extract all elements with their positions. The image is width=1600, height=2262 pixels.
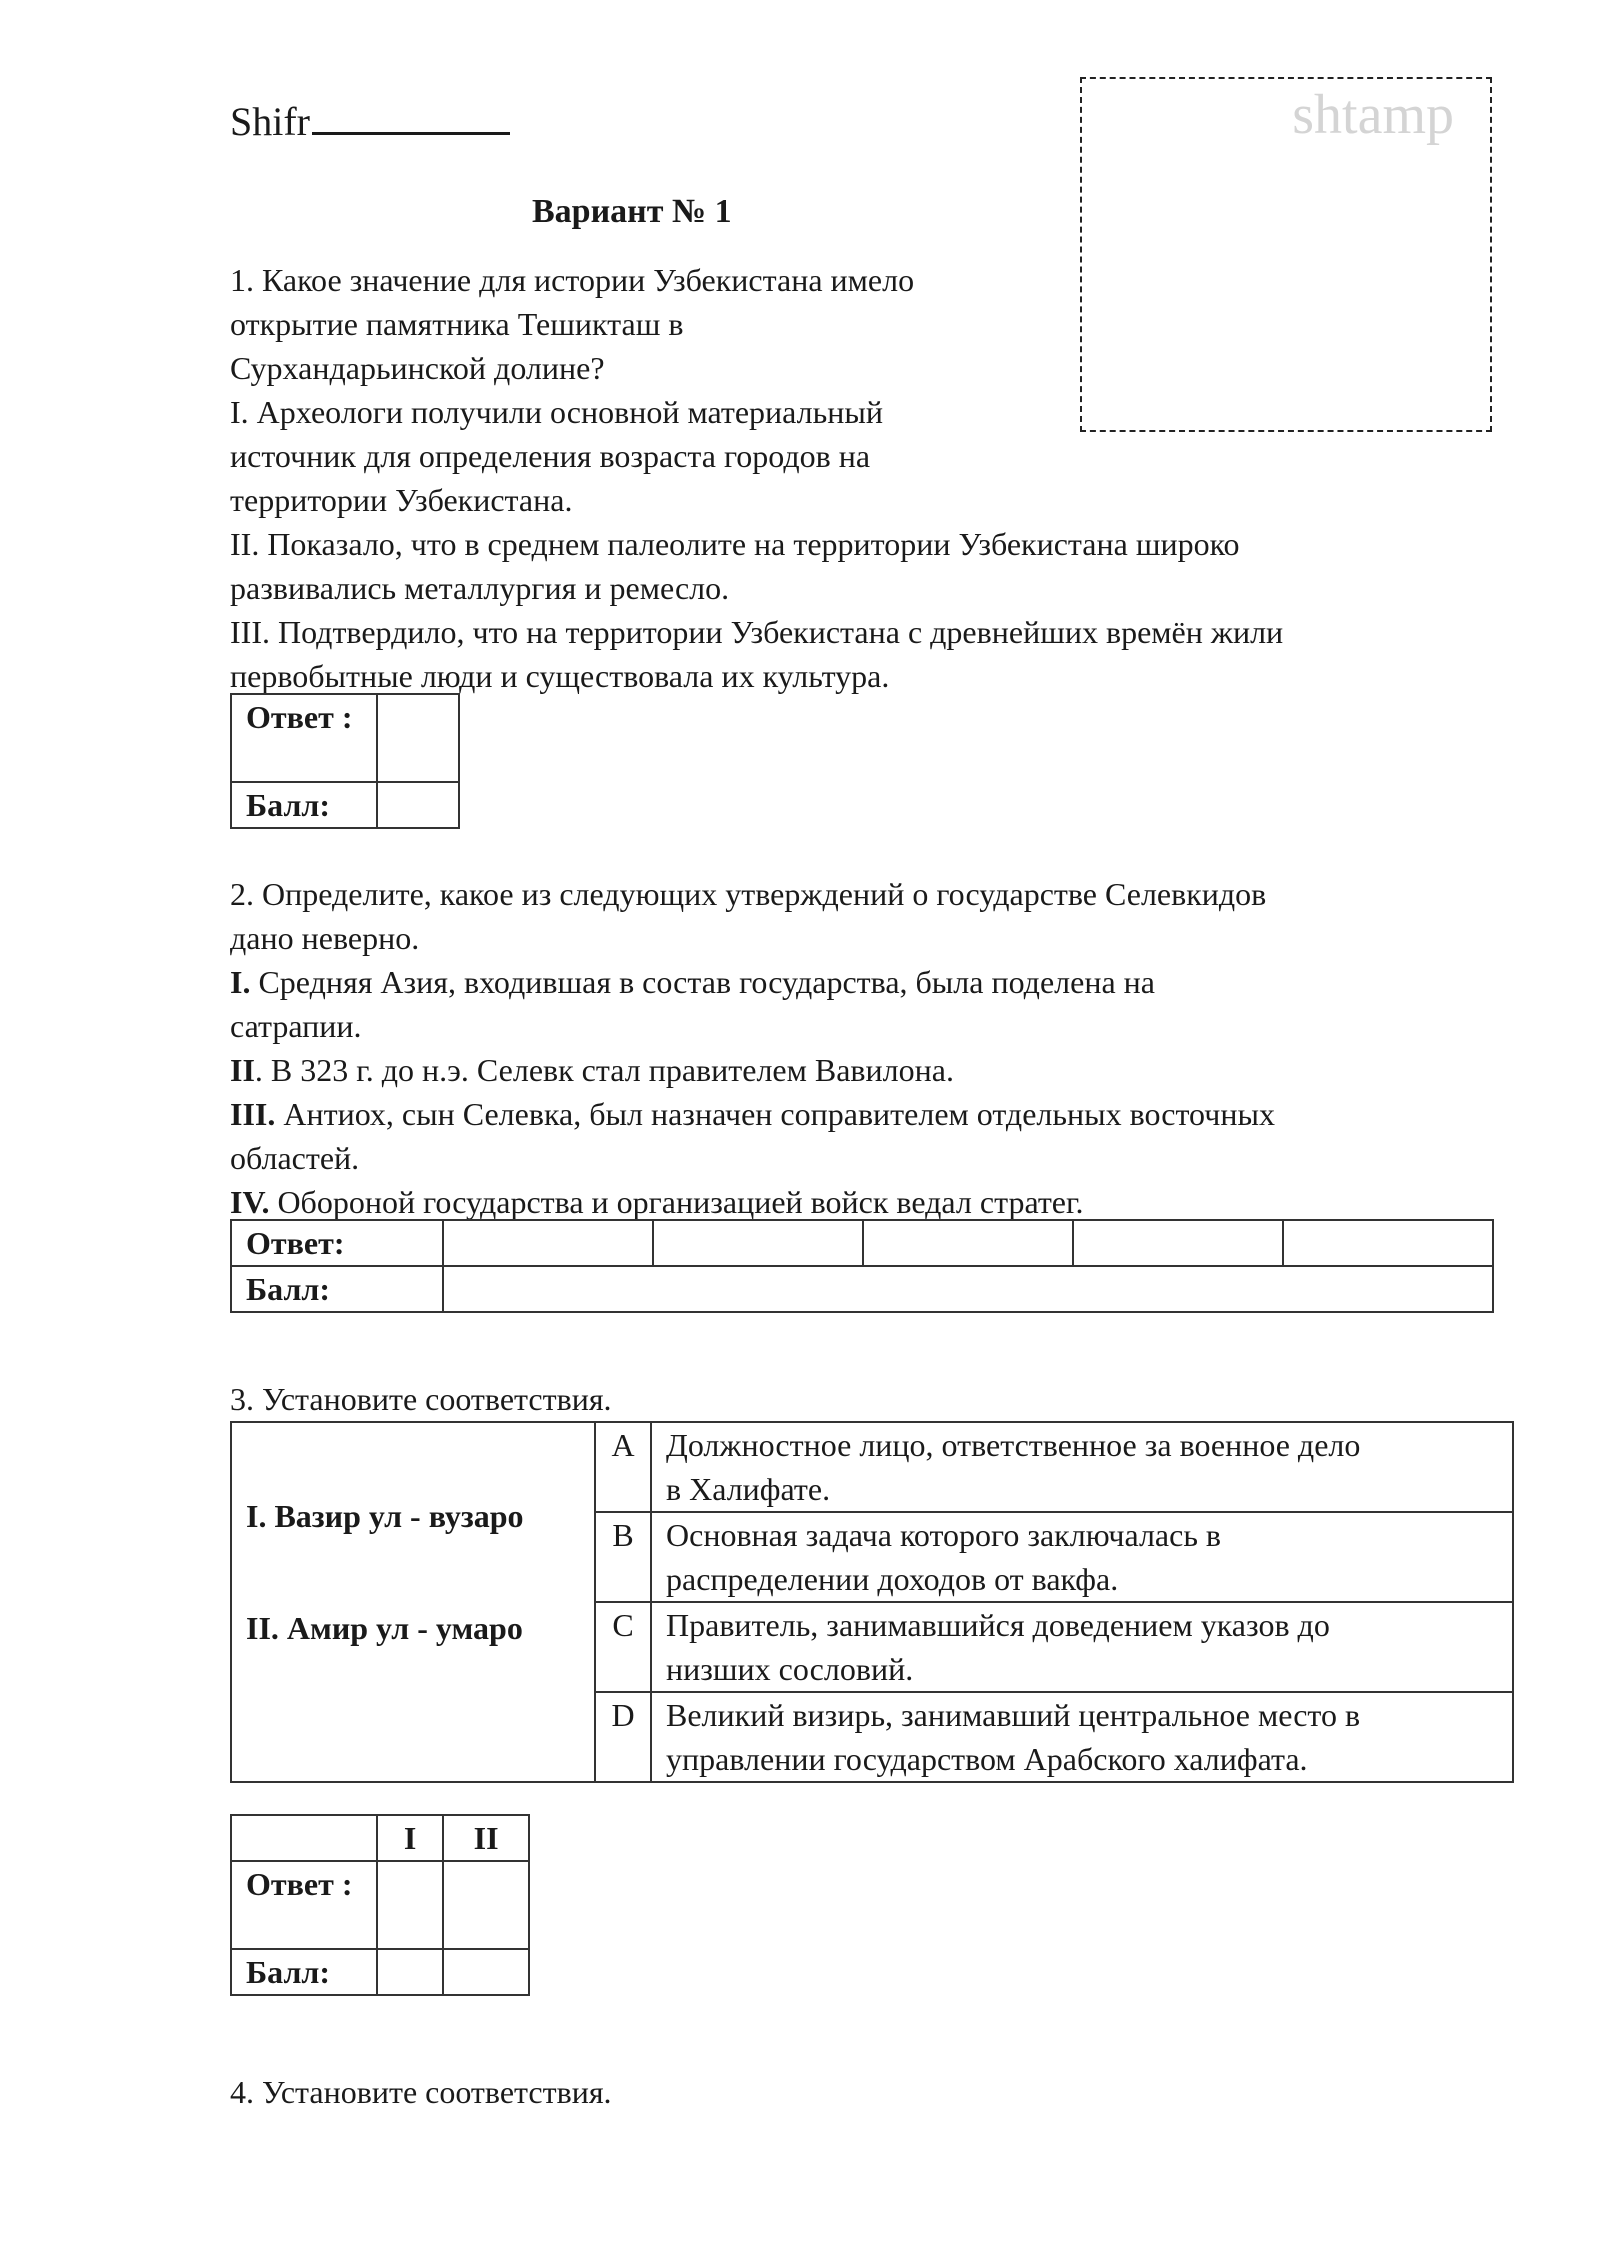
q1-option-3-cont: первобытные люди и существовала их культура. xyxy=(230,658,890,694)
q2-answer-label: Ответ: xyxy=(231,1220,443,1266)
q2-score-cell[interactable] xyxy=(443,1266,1493,1312)
q3-left-item-1: I. Вазир ул - вузаро xyxy=(246,1498,524,1534)
q3-desc-a: Должностное лицо, ответственное за военное дело в Халифате. xyxy=(651,1422,1513,1512)
q3-answer-label: Ответ : xyxy=(231,1861,377,1949)
q3-desc-b: Основная задача которого заключалась в распределении доходов от вакфа. xyxy=(651,1512,1513,1602)
q3-letter-a: A xyxy=(595,1422,651,1512)
shifr-label: Shifr xyxy=(230,99,310,144)
q1-option-2-cont: развивались металлургия и ремесло. xyxy=(230,570,730,606)
q1-option-1: I. Археологи получили основной материальный xyxy=(230,394,883,430)
q3-letter-d: D xyxy=(595,1692,651,1782)
q3-left-column xyxy=(231,1422,595,1782)
q1-answer-table xyxy=(230,693,460,829)
q4-intro: 4. Установите соответствия. xyxy=(230,2074,612,2110)
q1-option-1-cont: территории Узбекистана. xyxy=(230,482,573,518)
q2-intro-cont: дано неверно. xyxy=(230,920,420,956)
q2-option-3-cont: областей. xyxy=(230,1140,360,1176)
q1-line: открытие памятника Тешикташ в xyxy=(230,306,684,342)
q2-answer-cell[interactable] xyxy=(443,1220,653,1266)
q3-letter-b: B xyxy=(595,1512,651,1602)
shifr-field xyxy=(230,100,510,144)
q3-desc-d: Великий визирь, занимавший центральное место в управлении государством Арабского халифата. xyxy=(651,1692,1513,1782)
q2-answer-table xyxy=(230,1219,1494,1313)
q2-answer-cell[interactable] xyxy=(1073,1220,1283,1266)
q3-answer-cell-2[interactable] xyxy=(443,1861,529,1949)
shifr-blank-line[interactable] xyxy=(312,102,510,135)
q2-option-1: I. Средняя Азия, входившая в состав государства, была поделена на xyxy=(230,964,1155,1000)
q3-header-empty xyxy=(231,1815,377,1861)
question-1 xyxy=(230,258,1530,698)
q3-score-cell-1[interactable] xyxy=(377,1949,443,1995)
q3-left-item-2: II. Амир ул - умаро xyxy=(246,1610,523,1646)
q2-intro: 2. Определите, какое из следующих утверждений о государстве Селевкидов xyxy=(230,876,1267,912)
q1-score-label: Балл: xyxy=(231,782,377,828)
variant-title: Вариант № 1 xyxy=(532,193,732,230)
q1-answer-cell[interactable] xyxy=(377,694,459,782)
q1-score-cell[interactable] xyxy=(377,782,459,828)
q2-option-2: II. В 323 г. до н.э. Селевк стал правителем Вавилона. xyxy=(230,1052,954,1088)
q3-col-header-2: II xyxy=(443,1815,529,1861)
q3-matching-table xyxy=(230,1421,1514,1783)
q2-score-label: Балл: xyxy=(231,1266,443,1312)
q2-answer-cell[interactable] xyxy=(1283,1220,1493,1266)
q3-score-label: Балл: xyxy=(231,1949,377,1995)
q2-option-1-cont: сатрапии. xyxy=(230,1008,362,1044)
q1-option-1-cont: источник для определения возраста городов на xyxy=(230,438,871,474)
question-2 xyxy=(230,872,1530,1224)
stamp-label: shtamp xyxy=(1292,84,1454,146)
q2-option-3: III. Антиох, сын Селевка, был назначен соправителем отдельных восточных xyxy=(230,1096,1275,1132)
q3-col-header-1: I xyxy=(377,1815,443,1861)
q1-line: Сурхандарьинской долине? xyxy=(230,350,605,386)
q1-option-2: II. Показало, что в среднем палеолите на территории Узбекистана широко xyxy=(230,526,1240,562)
q1-answer-label: Ответ : xyxy=(231,694,377,782)
q3-score-cell-2[interactable] xyxy=(443,1949,529,1995)
q3-answer-cell-1[interactable] xyxy=(377,1861,443,1949)
q3-letter-c: C xyxy=(595,1602,651,1692)
q3-answer-table xyxy=(230,1814,530,1996)
q2-answer-cell[interactable] xyxy=(863,1220,1073,1266)
q3-intro: 3. Установите соответствия. xyxy=(230,1381,612,1417)
q2-answer-cell[interactable] xyxy=(653,1220,863,1266)
q1-line: 1. Какое значение для истории Узбекистана имело xyxy=(230,262,915,298)
q2-option-4: IV. Обороной государства и организацией войск ведал стратег. xyxy=(230,1184,1084,1220)
q1-option-3: III. Подтвердило, что на территории Узбекистана с древнейших времён жили xyxy=(230,614,1284,650)
q3-desc-c: Правитель, занимавшийся доведением указов до низших сословий. xyxy=(651,1602,1513,1692)
